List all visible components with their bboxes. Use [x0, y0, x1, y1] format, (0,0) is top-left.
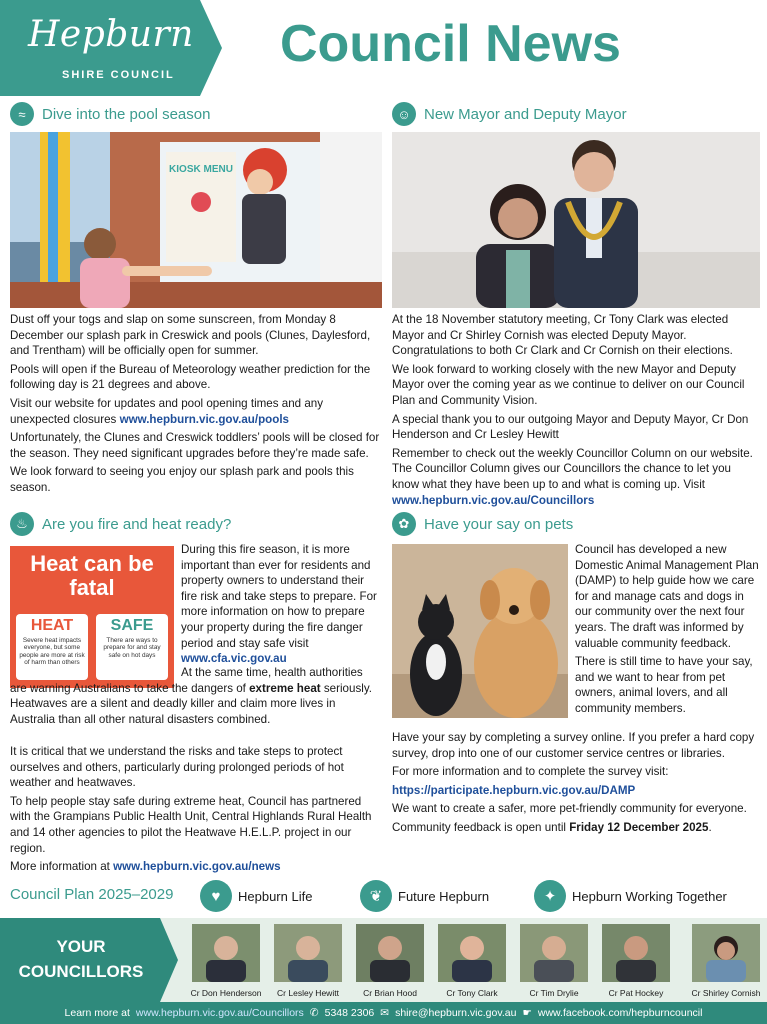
page-header	[0, 0, 767, 96]
heat-graphic-title: Heat can be fatal	[30, 551, 154, 600]
pets-paragraph	[392, 783, 760, 799]
pets-paragraph: Community feedback is open until Friday 12 December 2025.	[392, 820, 712, 834]
facebook-icon: ☛	[522, 1007, 532, 1019]
leaf-icon: ❦	[360, 880, 392, 912]
footer-phone[interactable]: 5348 2306	[324, 1007, 375, 1019]
pool-paragraph: Visit our website for updates and pool opening times and any unexpected closures www.hepburn.vic.gov.au/pools	[10, 396, 324, 426]
footer-email[interactable]: shire@hepburn.vic.gov.au	[395, 1007, 517, 1019]
councillor-photo	[192, 924, 260, 982]
councillor-card: Cr Shirley Cornish	[690, 924, 762, 998]
damp-survey-link[interactable]: https://participate.hepburn.vic.gov.au/DAMP	[392, 783, 636, 797]
handshake-icon: ✦	[534, 880, 566, 912]
councillor-card: Cr Lesley Hewitt	[272, 924, 344, 998]
fire-paragraph: During this fire season, it is more important than ever for residents and property owners to understand their fire risk and take steps to prepare. For more information on how to prepare your property during the fire danger period and stay safe visit www.cfa.vic.gov.au	[181, 543, 377, 666]
brand-subtitle: SHIRE COUNCIL	[62, 69, 175, 81]
flame-icon: ♨	[10, 512, 34, 536]
councillor-photo	[274, 924, 342, 982]
plan-item-future-hepburn: ❦ Future Hepburn	[360, 880, 489, 912]
pets-paragraph: Council has developed a new Domestic Animal Management Plan (DAMP) to help guide how we care for and manage cats and dogs in our community over the next four years. The draft was informed by valuable community feedback.	[575, 543, 759, 650]
your-councillors-label: YOUR COUNCILLORS	[18, 937, 144, 981]
fire-article-body	[10, 744, 382, 878]
mayor-paragraph: Remember to check out the weekly Councillor Column on our website. The Councillor Column gives our Councillors the chance to let you know what they have been up to and what is coming up. Visit www.hepburn.vic.gov.au/Councillors	[392, 446, 753, 507]
pets-paragraph: For more information and to complete the survey visit:	[392, 765, 669, 779]
fire-section-heading: ♨ Are you fire and heat ready?	[10, 512, 231, 536]
pool-paragraph: Unfortunately, the Clunes and Creswick toddlers’ pools will be closed for the season. They need significant upgrades before they’re made safe.	[10, 431, 380, 460]
footer-councillors-link[interactable]: www.hepburn.vic.gov.au/Councillors	[135, 1007, 304, 1019]
mayor-paragraph: A special thank you to our outgoing Mayor and Deputy Mayor, Cr Don Henderson and Cr Lesley Hewitt	[392, 412, 749, 442]
councillors-link[interactable]: www.hepburn.vic.gov.au/Councillors	[392, 493, 595, 507]
fire-heat-paragraph: At the same time, health authorities are warning Australians to take the dangers of extreme heat seriously. Heatwaves are a silent and deadly killer and claim more lives in Australia than all other natural disasters combined.	[10, 666, 372, 726]
brand-logo-text: Hepburn	[28, 14, 194, 55]
councillor-card: Cr Tony Clark	[436, 924, 508, 998]
council-plan-row	[0, 878, 767, 916]
mayor-section-heading: ☺ New Mayor and Deputy Mayor	[392, 102, 627, 126]
councillor-card: Cr Tim Drylie	[518, 924, 590, 998]
cat-and-dog-photo	[392, 544, 568, 718]
people-icon: ☺	[392, 102, 416, 126]
councillor-photo	[520, 924, 588, 982]
pool-paragraph: Dust off your togs and slap on some sunscreen, from Monday 8 December our splash park in Creswick and pools (Clunes, Daylesford, and Trentham) will be officially open for summer.	[10, 313, 371, 358]
councillor-photo	[438, 924, 506, 982]
pools-link[interactable]: www.hepburn.vic.gov.au/pools	[119, 412, 289, 426]
fire-paragraph: It is critical that we understand the risks and take steps to protect ourselves and others, particularly during prolonged periods of hot weather and heatwaves.	[10, 745, 344, 790]
councillor-photo	[356, 924, 424, 982]
pool-paragraph: We look forward to seeing you enjoy our splash park and pools this season.	[10, 465, 354, 494]
wave-icon: ≈	[10, 102, 34, 126]
pets-paragraph: Have your say by completing a survey online. If you prefer a hard copy survey, drop into one of our customer service centres or libraries.	[392, 731, 755, 760]
plan-item-hepburn-life: ♥ Hepburn Life	[200, 880, 312, 912]
councillor-card: Cr Don Henderson	[190, 924, 262, 998]
pool-paragraph: Pools will open if the Bureau of Meteorology weather prediction for the following day is 21 degrees and above.	[10, 362, 371, 392]
pool-article-body	[10, 312, 382, 499]
email-icon: ✉	[380, 1007, 390, 1019]
pool-section-heading: ≈ Dive into the pool season	[10, 102, 210, 126]
councillor-photo	[692, 924, 760, 982]
plan-item-hepburn-working-together: ✦ Hepburn Working Together	[534, 880, 727, 912]
heart-icon: ♥	[200, 880, 232, 912]
councillor-card: Cr Brian Hood	[354, 924, 426, 998]
mayor-paragraph: We look forward to working closely with the new Mayor and Deputy Mayor over the coming year as we continue to deliver on our Council Plan and Community Vision.	[392, 362, 745, 407]
phone-icon: ✆	[309, 1007, 319, 1019]
mayor-deputy-photo	[392, 132, 760, 308]
fire-intro-text	[181, 542, 381, 670]
fire-paragraph: To help people stay safe during extreme heat, Council has partnered with the Grampians Public Health Unit, Central Highlands Rural Health and 14 other agencies to pilot the Heatwave H.E.L.P. project in our region.	[10, 794, 372, 855]
footer-facebook-link[interactable]: www.facebook.com/hepburncouncil	[537, 1007, 703, 1019]
pets-paragraph: We want to create a safer, more pet-friendly community for everyone.	[392, 802, 747, 816]
fire-paragraph: More information at www.hepburn.vic.gov.au/news	[10, 860, 281, 874]
pets-paragraph: There is still time to have your say, and we want to hear from pet owners, animal lovers, and all community members.	[575, 655, 753, 715]
pets-article-body	[392, 730, 760, 839]
mayor-article-body	[392, 312, 760, 511]
council-plan-label: Council Plan 2025–2029	[10, 886, 174, 903]
safe-card: SAFE There are ways to prepare for and stay safe on hot days	[96, 614, 168, 680]
heat-card: HEAT Severe heat impacts everyone, but some people are more at risk of harm than others	[16, 614, 88, 680]
pool-kiosk-photo	[10, 132, 382, 308]
pets-section-heading: ✿ Have your say on pets	[392, 512, 573, 536]
councillor-photo	[602, 924, 670, 982]
councillor-card: Cr Pat Hockey	[600, 924, 672, 998]
mayor-paragraph: At the 18 November statutory meeting, Cr Tony Clark was elected Mayor and Cr Shirley Cornish was elected Deputy Mayor. Congratulations to both Cr Clark and Cr Cornish on their elections.	[392, 313, 733, 358]
news-link[interactable]: www.hepburn.vic.gov.au/news	[113, 860, 281, 874]
paw-icon: ✿	[392, 512, 416, 536]
pets-intro-text	[575, 542, 761, 720]
footer-bar: Learn more at www.hepburn.vic.gov.au/Councillors ✆ 5348 2306 ✉ shire@hepburn.vic.gov.au ☛ www.facebook.com/hepburncouncil	[0, 1002, 767, 1024]
cfa-link[interactable]: www.cfa.vic.gov.au	[181, 652, 287, 666]
page-title: Council News	[280, 15, 621, 73]
kiosk-sign-text: KIOSK MENU	[169, 164, 233, 175]
